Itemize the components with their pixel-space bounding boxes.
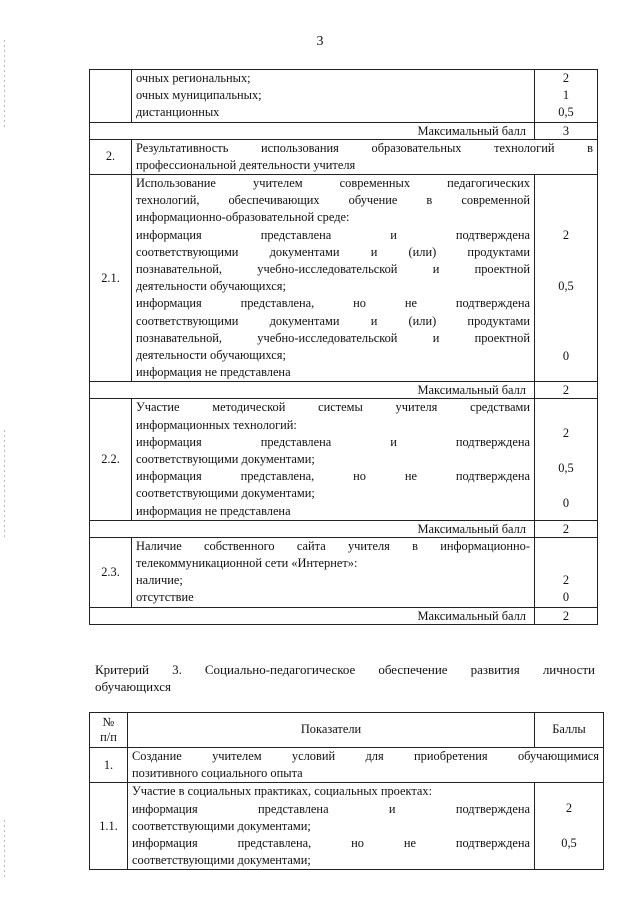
criteria-table-1 bbox=[89, 69, 598, 625]
desc-line: информация представлена и подтверждена bbox=[132, 801, 530, 816]
score-value: 0 bbox=[562, 589, 570, 604]
criterion-line: Критерий 3. Социально-педагогическое обеспечение развития личности bbox=[95, 662, 595, 677]
desc-line: Создание учителем условий для приобретения обучающимися bbox=[132, 749, 599, 763]
desc-line: информация представлена, но не подтверждена bbox=[132, 836, 530, 851]
desc-line: соответствующими документами; bbox=[136, 452, 315, 467]
desc-line: соответствующими документами и (или) продуктами bbox=[136, 313, 530, 328]
max-score-row bbox=[90, 520, 598, 537]
max-score-value: 2 bbox=[535, 607, 598, 624]
desc-line: информационно-образовательной среде: bbox=[136, 210, 350, 225]
max-score-value: 2 bbox=[535, 520, 598, 537]
row-number: 1. bbox=[90, 748, 128, 783]
page-number: 3 bbox=[316, 34, 324, 49]
desc-cell bbox=[132, 399, 535, 520]
desc-line: соответствующими документами; bbox=[132, 853, 311, 868]
score-value: 2 bbox=[565, 801, 573, 816]
desc-line: информация представлена и подтверждена bbox=[136, 434, 530, 449]
desc-line: телекоммуникационной сети «Интернет»: bbox=[136, 556, 358, 571]
header-scores: Баллы bbox=[535, 713, 604, 748]
score-value: 0,5 bbox=[558, 279, 574, 294]
desc-line: Результативность использования образовательных технологий в bbox=[136, 140, 593, 155]
desc-cell bbox=[132, 139, 598, 174]
margin-dash-middle bbox=[4, 430, 5, 540]
desc-line: информация не представлена bbox=[136, 503, 291, 518]
desc-line: соответствующими документами; bbox=[132, 818, 311, 833]
desc-line: очных региональных; bbox=[136, 71, 251, 85]
max-score-row bbox=[90, 122, 598, 139]
header-num bbox=[90, 713, 128, 748]
desc-line: Участие методической системы учителя средствами bbox=[136, 400, 530, 415]
max-score-value: 2 bbox=[535, 382, 598, 399]
score-value: 2 bbox=[562, 71, 570, 85]
header-num-line: п/п bbox=[100, 730, 117, 744]
desc-line: деятельности обучающихся; bbox=[136, 348, 286, 363]
score-value: 0,5 bbox=[558, 461, 574, 476]
table-row bbox=[90, 783, 604, 870]
score-value: 0 bbox=[562, 349, 570, 364]
score-value: 2 bbox=[562, 426, 570, 441]
header-indicators: Показатели bbox=[128, 713, 535, 748]
score-cell bbox=[535, 175, 598, 382]
desc-cell bbox=[132, 537, 535, 607]
desc-cell bbox=[128, 748, 604, 783]
row-number: 2. bbox=[90, 139, 132, 174]
desc-line: информация представлена, но не подтверждена bbox=[136, 296, 530, 311]
desc-line: информация не представлена bbox=[136, 365, 291, 380]
row-number: 2.3. bbox=[90, 537, 132, 607]
score-cell bbox=[535, 783, 604, 870]
score-value: 0 bbox=[562, 496, 570, 511]
header-num-line: № bbox=[102, 715, 115, 729]
criterion-heading bbox=[95, 661, 595, 695]
max-score-label: Максимальный балл bbox=[90, 520, 535, 537]
num-cell bbox=[90, 70, 132, 123]
score-cell bbox=[535, 399, 598, 520]
desc-line: информация представлена и подтверждена bbox=[136, 227, 530, 242]
max-score-row bbox=[90, 382, 598, 399]
desc-line: позитивного социального опыта bbox=[132, 766, 303, 781]
desc-line: Наличие собственного сайта учителя в информационно- bbox=[136, 538, 530, 553]
desc-cell bbox=[132, 70, 535, 123]
desc-line: профессиональной деятельности учителя bbox=[136, 157, 356, 172]
desc-cell bbox=[128, 783, 535, 870]
max-score-label: Максимальный балл bbox=[90, 607, 535, 624]
score-value: 0,5 bbox=[561, 836, 577, 851]
desc-line: информационных технологий: bbox=[136, 417, 297, 432]
margin-dash-bottom bbox=[4, 820, 5, 880]
table-header-row bbox=[90, 713, 604, 748]
desc-line: дистанционных bbox=[136, 105, 220, 120]
table-row bbox=[90, 70, 598, 123]
criteria-table-2 bbox=[89, 712, 604, 870]
row-number: 2.2. bbox=[90, 399, 132, 520]
desc-line: познавательной, учебно-исследовательской и проектной bbox=[136, 330, 530, 345]
desc-line: Участие в социальных практиках, социальных проектах: bbox=[132, 784, 433, 799]
desc-line: отсутствие bbox=[136, 590, 194, 605]
score-value: 0,5 bbox=[558, 105, 574, 120]
score-cell bbox=[535, 537, 598, 607]
table-row bbox=[90, 537, 598, 607]
desc-line: технологий, обеспечивающих обучение в современной bbox=[136, 193, 530, 208]
desc-line: деятельности обучающихся; bbox=[136, 279, 286, 294]
table-row bbox=[90, 175, 598, 382]
desc-line: очных муниципальных; bbox=[136, 88, 262, 103]
max-score-label: Максимальный балл bbox=[90, 382, 535, 399]
score-value: 2 bbox=[562, 228, 570, 243]
table-row bbox=[90, 139, 598, 174]
row-number: 2.1. bbox=[90, 175, 132, 382]
desc-cell bbox=[132, 175, 535, 382]
margin-dash-top bbox=[4, 40, 5, 130]
desc-line: соответствующими документами и (или) продуктами bbox=[136, 244, 530, 259]
desc-line: информация представлена, но не подтверждена bbox=[136, 469, 530, 484]
max-score-row bbox=[90, 607, 598, 624]
criterion-line: обучающихся bbox=[95, 679, 171, 694]
score-value: 2 bbox=[562, 572, 570, 587]
max-score-label: Максимальный балл bbox=[90, 122, 535, 139]
desc-line: познавательной, учебно-исследовательской и проектной bbox=[136, 262, 530, 277]
desc-line: соответствующими документами; bbox=[136, 486, 315, 501]
table-row bbox=[90, 748, 604, 783]
desc-line: Использование учителем современных педагогических bbox=[136, 176, 530, 191]
row-number: 1.1. bbox=[90, 783, 128, 870]
max-score-value: 3 bbox=[535, 122, 598, 139]
desc-line: наличие; bbox=[136, 573, 183, 588]
table-row bbox=[90, 399, 598, 520]
score-value: 1 bbox=[562, 88, 570, 103]
score-cell bbox=[535, 70, 598, 123]
